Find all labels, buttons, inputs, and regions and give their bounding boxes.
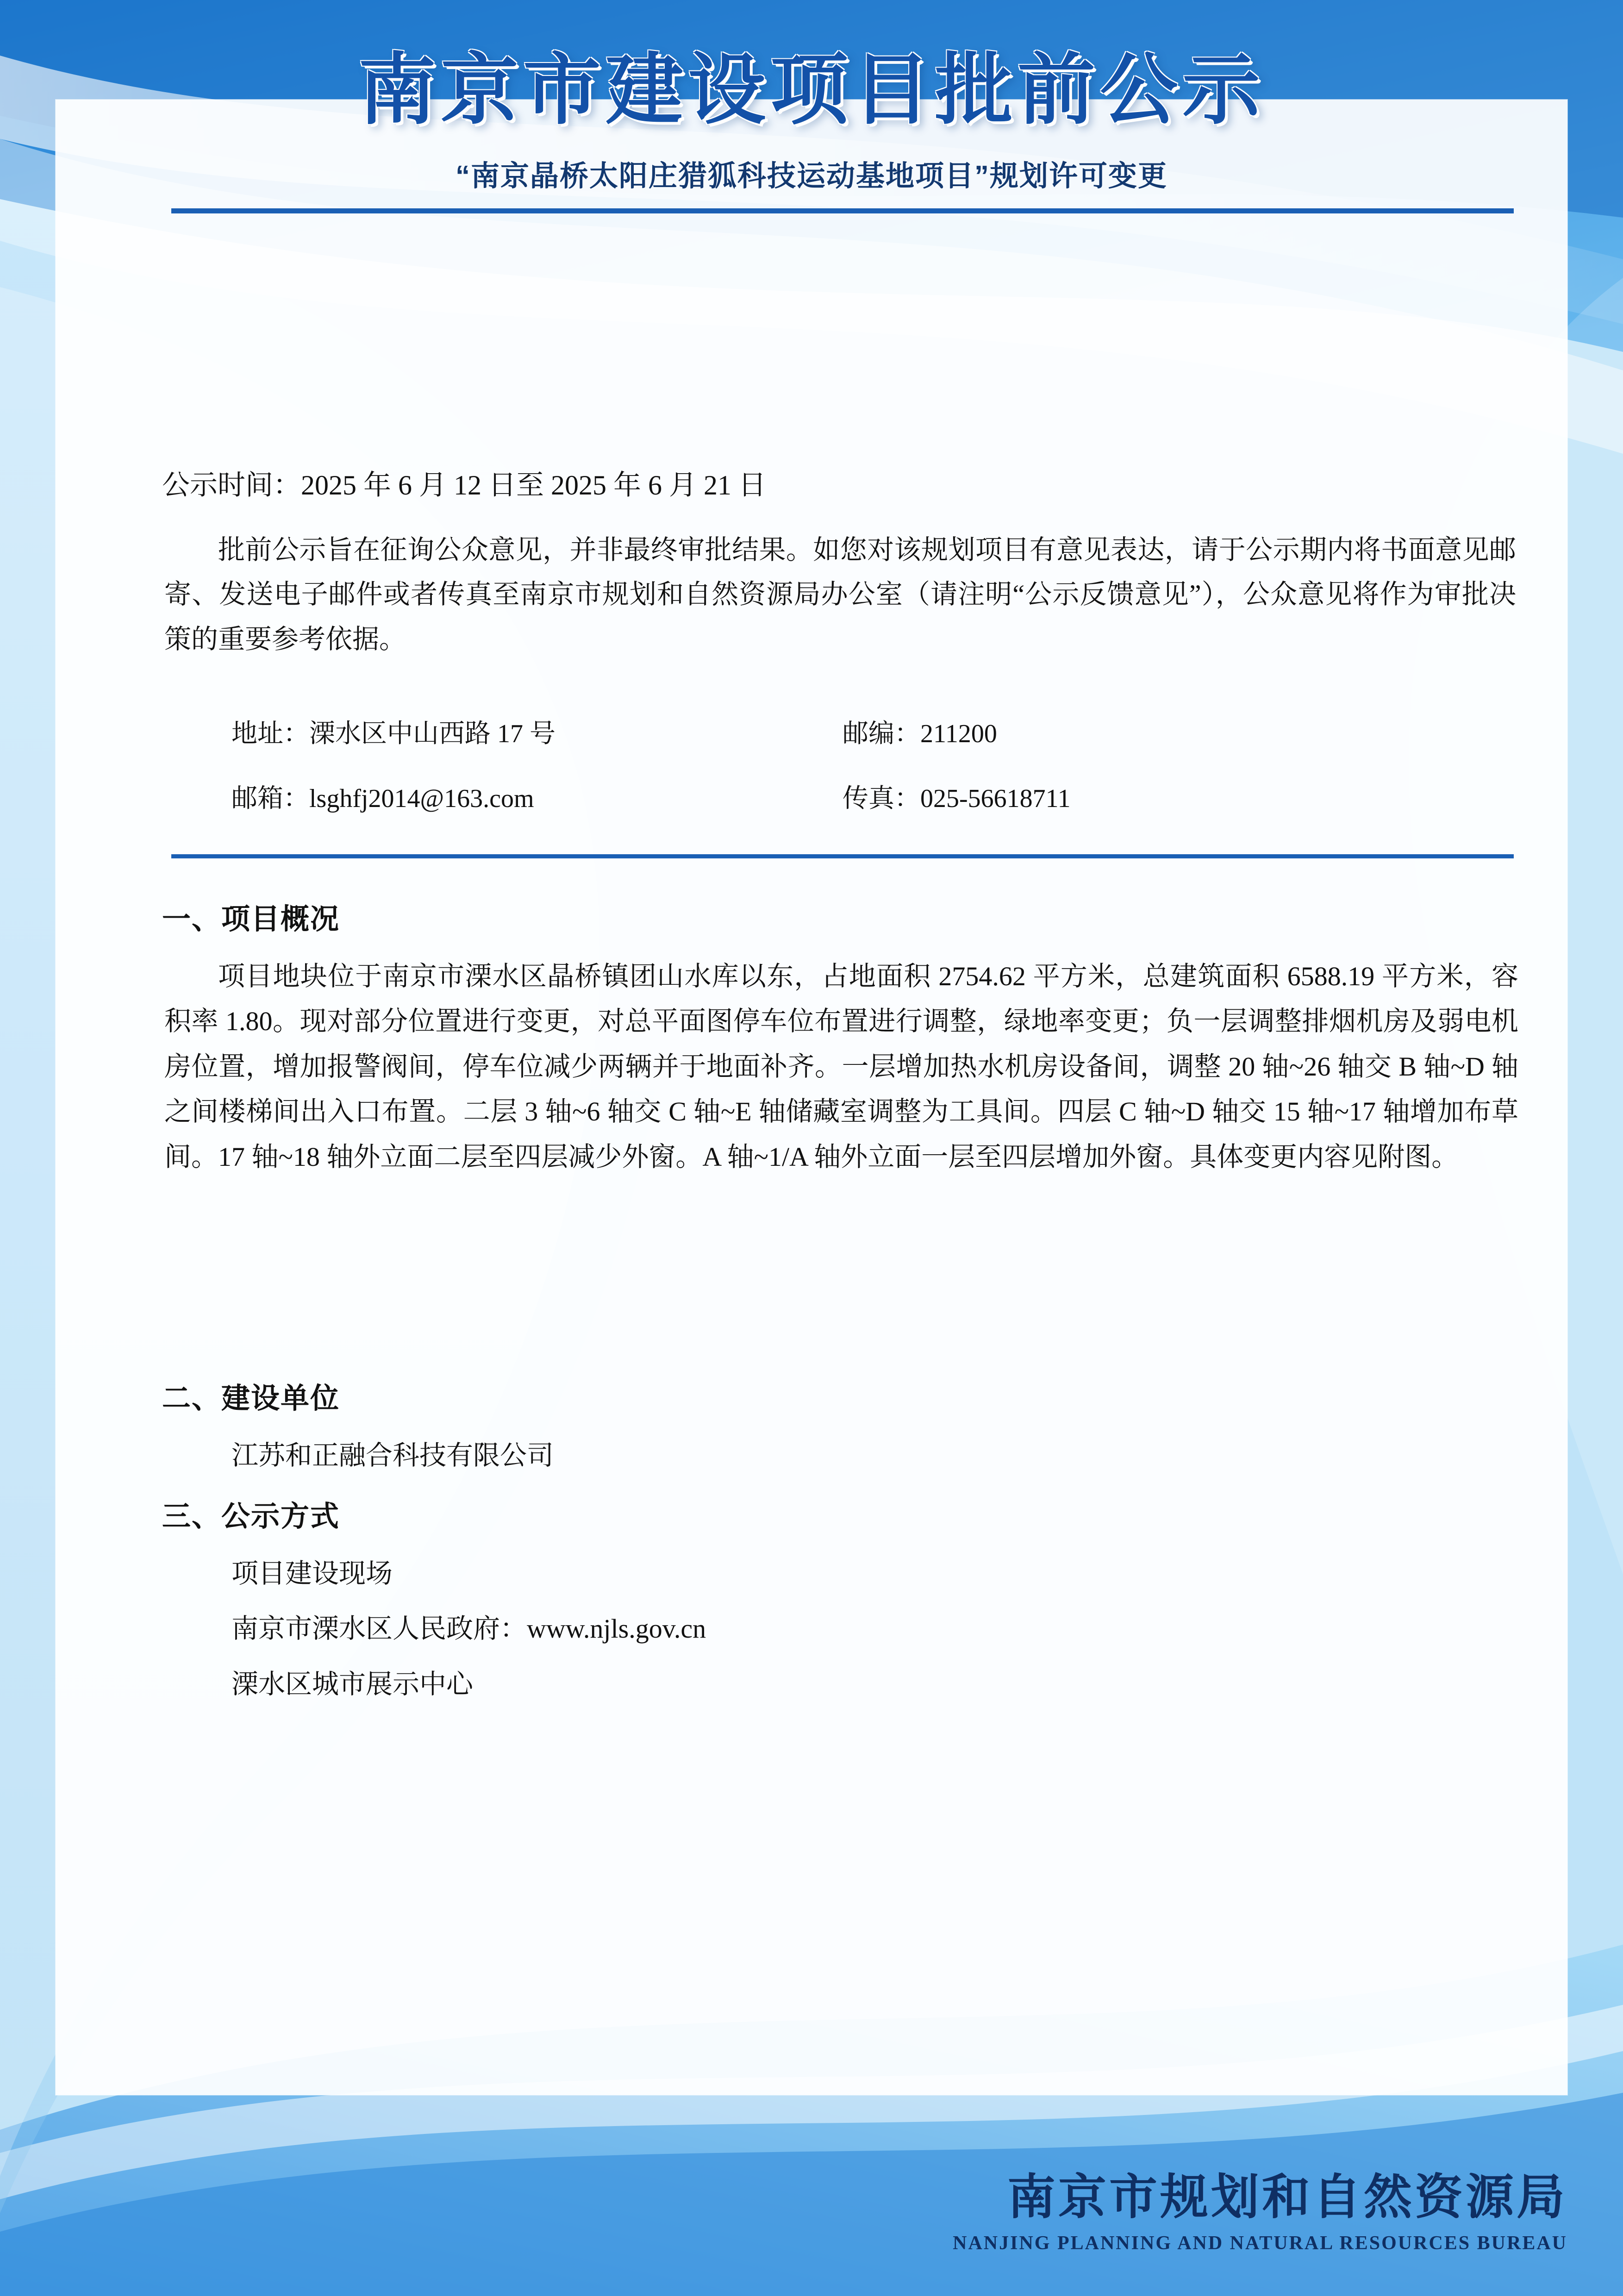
- divider-middle: [171, 854, 1514, 858]
- publicity-channel-center: 溧水区城市展示中心: [231, 1669, 474, 1699]
- section-heading-publicity: 三、公示方式: [162, 1501, 340, 1533]
- address-label: 地址：: [231, 719, 309, 748]
- page-subtitle: “南京晶桥太阳庄猎狐科技运动基地项目”规划许可变更: [455, 160, 1167, 192]
- postcode-label: 邮编：: [843, 719, 920, 748]
- section-heading-overview: 一、项目概况: [162, 903, 340, 935]
- issuing-authority: [953, 2158, 1567, 2254]
- postcode-group: [843, 713, 997, 750]
- fax-group: [843, 778, 1071, 815]
- section-heading-developer: 二、建设单位: [162, 1383, 340, 1414]
- notice-time-value: 2025 年 6 月 12 日至 2025 年 6 月 21 日: [301, 470, 766, 500]
- issuing-authority-cn: 南京市规划和自然资源局: [1007, 2168, 1567, 2225]
- postcode-value: 211200: [920, 719, 997, 748]
- contact-row-address: [231, 713, 1481, 750]
- publicity-channel-website: 南京市溧水区人民政府：www.njls.gov.cn: [231, 1614, 706, 1644]
- notice-paragraph: 批前公示旨在征询公众意见，并非最终审批结果。如您对该规划项目有意见表达，请于公示期内将书面意见邮寄、发送电子邮件或者传真至南京市规划和自然资源局办公室（请注明“公示反馈意见”），公众意见将作为审批决策的重要参考依据。: [164, 535, 1516, 654]
- fax-label: 传真：: [843, 784, 920, 813]
- page-title: 南京市建设项目批前公示: [358, 44, 1265, 135]
- fax-value: 025-56618711: [920, 784, 1071, 813]
- email-label: 邮箱：: [231, 784, 309, 813]
- notice-time: [162, 463, 766, 503]
- email-value: lsghfj2014@163.com: [309, 784, 534, 813]
- section-body-overview: 项目地块位于南京市溧水区晶桥镇团山水库以东，占地面积 2754.62 平方米，总建筑面积 6588.19 平方米，容积率 1.80。现对部分位置进行变更，对总平面图停车位布置进行调整，绿地率变更；负一层调整排烟机房及弱电机房位置，增加报警阀间，停车位减少两辆并于地面补齐。一层增加热水机房设备间，调整 20 轴~26 轴交 B 轴~D 轴之间楼梯间出入口布置。二层 3 轴~6 轴交 C 轴~E 轴储藏室调整为工具间。四层 C 轴~D 轴交 15 轴~17 轴增加布草间。17 轴~18 轴外立面二层至四层减少外窗。A 轴~1/A 轴外立面一层至四层增加外窗。具体变更内容见附图。: [164, 961, 1518, 1172]
- section-body-publicity: [231, 1551, 1518, 1707]
- address-value: 溧水区中山西路 17 号: [309, 719, 556, 748]
- contact-row-email: [231, 778, 1481, 815]
- developer-name: 江苏和正融合科技有限公司: [231, 1440, 554, 1470]
- publicity-channel-site: 项目建设现场: [231, 1558, 393, 1589]
- notice-time-label: 公示时间：: [162, 469, 301, 500]
- section-body-developer: [231, 1433, 1518, 1478]
- divider-top: [171, 208, 1514, 213]
- issuing-authority-en: NANJING PLANNING AND NATURAL RESOURCES BUREAU: [953, 2233, 1567, 2254]
